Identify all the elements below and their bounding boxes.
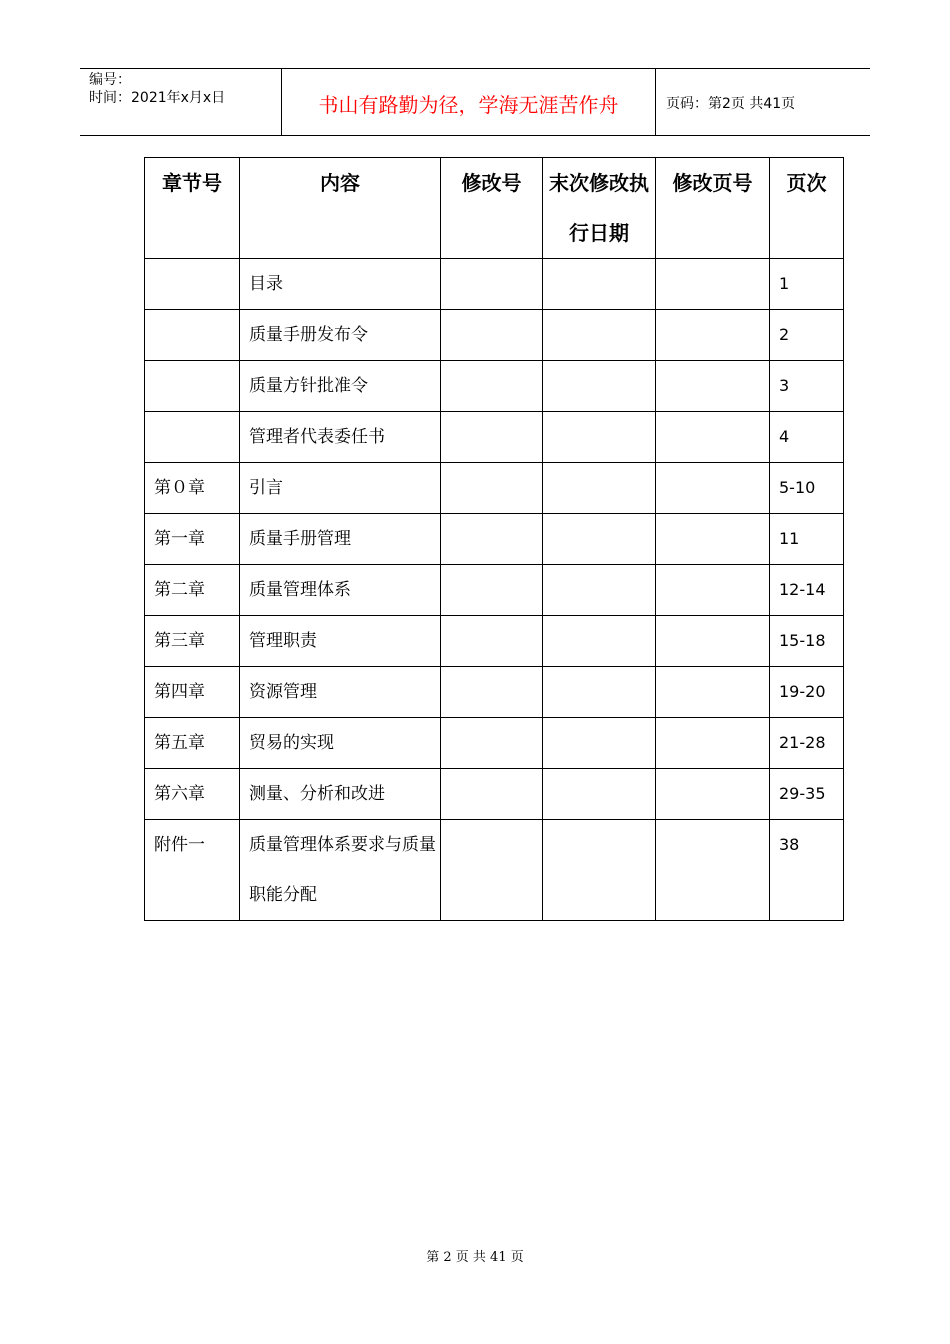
revision-cell <box>441 718 543 769</box>
content-cell: 质量手册管理 <box>240 514 441 565</box>
document-number-label: 编号： <box>89 72 131 88</box>
revision-cell <box>441 667 543 718</box>
page-footer: 第 2 页 共 41 页 <box>426 1250 524 1265</box>
content-cell: 引言 <box>240 463 441 514</box>
revised-page-cell <box>656 463 770 514</box>
revision-cell <box>441 412 543 463</box>
document-date: 时间：2021年x月x日 <box>89 90 226 106</box>
content-cell: 管理者代表委任书 <box>240 412 441 463</box>
page-cell: 38 <box>770 820 844 921</box>
revised-page-cell <box>656 769 770 820</box>
table-body <box>145 259 844 921</box>
last-date-cell <box>543 361 656 412</box>
table-row <box>145 667 844 718</box>
chapter-cell: 附件一 <box>145 820 240 921</box>
content-cell: 目录 <box>240 259 441 310</box>
last-date-cell <box>543 820 656 921</box>
last-date-cell <box>543 514 656 565</box>
table-row <box>145 769 844 820</box>
revised-page-cell <box>656 361 770 412</box>
last-date-cell <box>543 667 656 718</box>
chapter-cell <box>145 361 240 412</box>
content-cell: 质量管理体系 <box>240 565 441 616</box>
page-cell: 12-14 <box>770 565 844 616</box>
page-cell: 3 <box>770 361 844 412</box>
content-cell: 资源管理 <box>240 667 441 718</box>
header-revision: 修改号 <box>441 158 543 259</box>
header-page: 页次 <box>770 158 844 259</box>
header-page-info: 页码：第2页 共41页 <box>666 96 796 112</box>
content-cell: 质量手册发布令 <box>240 310 441 361</box>
chapter-cell: 第六章 <box>145 769 240 820</box>
revision-cell <box>441 259 543 310</box>
table-row <box>145 361 844 412</box>
header-meta <box>80 69 282 135</box>
header-content: 内容 <box>240 158 441 259</box>
revised-page-cell <box>656 259 770 310</box>
revised-page-cell <box>656 667 770 718</box>
chapter-cell: 第二章 <box>145 565 240 616</box>
revised-page-cell <box>656 412 770 463</box>
page-cell: 1 <box>770 259 844 310</box>
header-motto: 书山有路勤为径，学海无涯苦作舟 <box>282 69 656 135</box>
revision-cell <box>441 565 543 616</box>
header-revised-page: 修改页号 <box>656 158 770 259</box>
revised-page-cell <box>656 514 770 565</box>
revision-table <box>144 157 844 921</box>
content-cell: 管理职责 <box>240 616 441 667</box>
chapter-cell <box>145 259 240 310</box>
revision-cell <box>441 820 543 921</box>
header-chapter: 章节号 <box>145 158 240 259</box>
page-cell: 21-28 <box>770 718 844 769</box>
page-cell: 2 <box>770 310 844 361</box>
last-date-cell <box>543 412 656 463</box>
table-row <box>145 718 844 769</box>
content-cell: 质量方针批准令 <box>240 361 441 412</box>
chapter-cell: 第五章 <box>145 718 240 769</box>
table-row <box>145 259 844 310</box>
revision-cell <box>441 310 543 361</box>
page-cell: 11 <box>770 514 844 565</box>
content-cell: 质量管理体系要求与质量职能分配 <box>240 820 441 921</box>
table-row <box>145 514 844 565</box>
last-date-cell <box>543 616 656 667</box>
content-cell: 测量、分析和改进 <box>240 769 441 820</box>
revised-page-cell <box>656 820 770 921</box>
chapter-cell: 第三章 <box>145 616 240 667</box>
last-date-cell <box>543 769 656 820</box>
chapter-cell <box>145 310 240 361</box>
revision-cell <box>441 514 543 565</box>
chapter-cell <box>145 412 240 463</box>
last-date-cell <box>543 718 656 769</box>
revised-page-cell <box>656 718 770 769</box>
revised-page-cell <box>656 310 770 361</box>
page-cell: 4 <box>770 412 844 463</box>
content-cell: 贸易的实现 <box>240 718 441 769</box>
revision-cell <box>441 769 543 820</box>
last-date-cell <box>543 565 656 616</box>
page-cell: 5-10 <box>770 463 844 514</box>
chapter-cell: 第一章 <box>145 514 240 565</box>
last-date-cell <box>543 310 656 361</box>
table-row <box>145 310 844 361</box>
table-row <box>145 565 844 616</box>
revision-cell <box>441 463 543 514</box>
table-row <box>145 412 844 463</box>
page-cell: 19-20 <box>770 667 844 718</box>
page-cell: 29-35 <box>770 769 844 820</box>
page-header <box>80 68 870 136</box>
page-cell: 15-18 <box>770 616 844 667</box>
revision-cell <box>441 361 543 412</box>
revision-cell <box>441 616 543 667</box>
header-last-date: 末次修改执行日期 <box>543 158 656 259</box>
table-row <box>145 820 844 921</box>
chapter-cell: 第０章 <box>145 463 240 514</box>
chapter-cell: 第四章 <box>145 667 240 718</box>
last-date-cell <box>543 463 656 514</box>
revised-page-cell <box>656 616 770 667</box>
table-row <box>145 463 844 514</box>
table-header-row <box>145 158 844 259</box>
last-date-cell <box>543 259 656 310</box>
revised-page-cell <box>656 565 770 616</box>
table-row <box>145 616 844 667</box>
